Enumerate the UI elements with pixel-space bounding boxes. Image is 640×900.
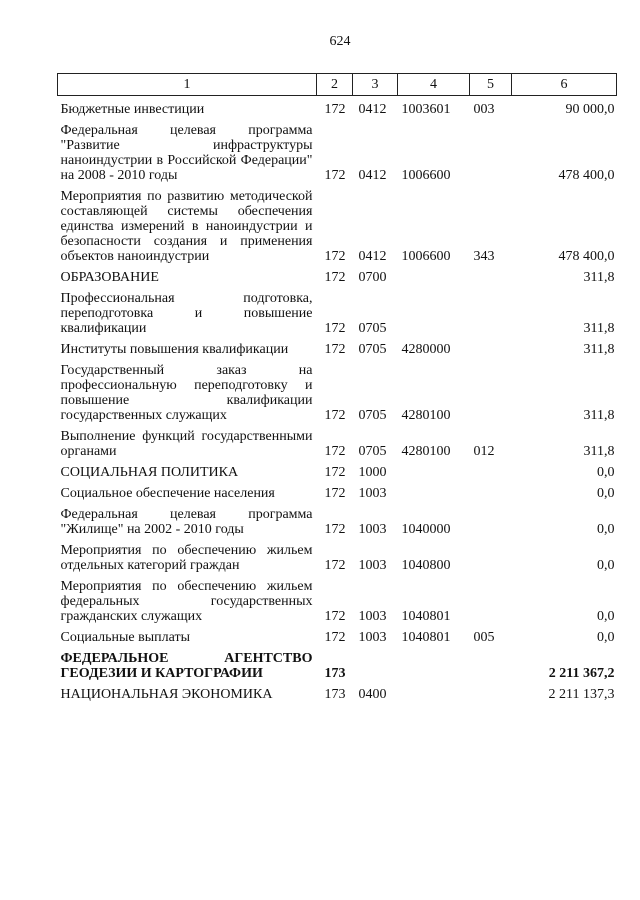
cell-ministry-code: 172 bbox=[324, 444, 346, 459]
cell-ministry-code: 173 bbox=[324, 666, 346, 681]
cell-ministry-code: 173 bbox=[324, 687, 346, 702]
cell-description: Социальное обеспечение населения bbox=[60, 486, 275, 501]
cell-ministry-code: 172 bbox=[324, 249, 346, 264]
cell-description: Социальные выплаты bbox=[60, 630, 191, 645]
cell-description: Мероприятия по развитию методической составляющей системы обеспечения единства измерений в наноиндустрии и безопасности создания и применения объектов наноиндустрии bbox=[60, 189, 313, 264]
table-row bbox=[58, 573, 617, 624]
cell-expense-type bbox=[470, 264, 512, 285]
cell-amount: 0,0 bbox=[597, 558, 615, 573]
cell-expense-type bbox=[470, 537, 512, 573]
cell-description: ФЕДЕРАЛЬНОЕ АГЕНТСТВО ГЕОДЕЗИИ И КАРТОГРАФИИ bbox=[60, 651, 313, 681]
cell-section-code bbox=[353, 645, 398, 681]
cell-amount: 90 000,0 bbox=[565, 102, 615, 117]
cell-ministry-code: 172 bbox=[324, 522, 346, 537]
table-row bbox=[58, 501, 617, 537]
cell-ministry-code: 172 bbox=[324, 168, 346, 183]
table-row bbox=[58, 423, 617, 459]
cell-ministry-code: 172 bbox=[324, 609, 346, 624]
cell-target-code bbox=[398, 681, 470, 702]
cell-description: Федеральная целевая программа "Развитие инфраструктуры наноиндустрии в Российской Федерации" на 2008 - 2010 годы bbox=[60, 123, 313, 183]
cell-target-code bbox=[398, 459, 470, 480]
cell-expense-type bbox=[470, 357, 512, 423]
cell-target-code: 1006600 bbox=[401, 249, 451, 264]
cell-target-code: 1040801 bbox=[401, 609, 451, 624]
cell-description: Федеральная целевая программа "Жилище" на 2002 - 2010 годы bbox=[60, 507, 313, 537]
cell-expense-type bbox=[470, 117, 512, 183]
cell-section-code: 0412 bbox=[358, 102, 387, 117]
cell-target-code bbox=[398, 645, 470, 681]
cell-expense-type bbox=[470, 459, 512, 480]
cell-ministry-code: 172 bbox=[324, 408, 346, 423]
cell-ministry-code: 172 bbox=[324, 486, 346, 501]
table-row bbox=[58, 336, 617, 357]
cell-description: Профессиональная подготовка, переподготовка и повышение квалификации bbox=[60, 291, 313, 336]
cell-section-code: 1003 bbox=[358, 609, 387, 624]
cell-section-code: 0412 bbox=[358, 249, 387, 264]
cell-expense-type bbox=[470, 480, 512, 501]
cell-amount: 311,8 bbox=[583, 270, 615, 285]
cell-amount: 311,8 bbox=[583, 408, 615, 423]
cell-ministry-code: 172 bbox=[324, 102, 346, 117]
cell-ministry-code: 172 bbox=[324, 465, 346, 480]
budget-table-container bbox=[57, 73, 616, 702]
table-row bbox=[58, 681, 617, 702]
cell-ministry-code: 172 bbox=[324, 270, 346, 285]
cell-section-code: 0705 bbox=[358, 342, 387, 357]
cell-section-code: 0400 bbox=[358, 687, 387, 702]
cell-ministry-code: 172 bbox=[324, 342, 346, 357]
cell-amount: 2 211 367,2 bbox=[548, 666, 615, 681]
cell-amount: 0,0 bbox=[597, 609, 615, 624]
header-col-1: 1 bbox=[58, 74, 317, 96]
cell-description: Мероприятия по обеспечению жильем отдельных категорий граждан bbox=[60, 543, 313, 573]
cell-target-code: 1040800 bbox=[401, 558, 451, 573]
header-row bbox=[58, 74, 617, 96]
cell-section-code: 0700 bbox=[358, 270, 387, 285]
cell-ministry-code: 172 bbox=[324, 558, 346, 573]
cell-amount: 478 400,0 bbox=[558, 249, 615, 264]
cell-amount: 311,8 bbox=[583, 321, 615, 336]
cell-section-code: 0705 bbox=[358, 321, 387, 336]
cell-expense-type bbox=[470, 501, 512, 537]
table-row bbox=[58, 357, 617, 423]
cell-target-code: 1003601 bbox=[401, 102, 451, 117]
cell-expense-type: 003 bbox=[473, 102, 495, 117]
table-row bbox=[58, 645, 617, 681]
cell-expense-type: 012 bbox=[473, 444, 495, 459]
table-row bbox=[58, 537, 617, 573]
cell-description: ОБРАЗОВАНИЕ bbox=[60, 270, 159, 285]
table-row bbox=[58, 480, 617, 501]
cell-expense-type bbox=[470, 336, 512, 357]
table-row bbox=[58, 264, 617, 285]
cell-section-code: 0705 bbox=[358, 444, 387, 459]
cell-amount: 311,8 bbox=[583, 444, 615, 459]
table-row bbox=[58, 459, 617, 480]
cell-section-code: 1003 bbox=[358, 630, 387, 645]
table-row bbox=[58, 624, 617, 645]
cell-description: СОЦИАЛЬНАЯ ПОЛИТИКА bbox=[60, 465, 239, 480]
cell-expense-type bbox=[470, 681, 512, 702]
cell-ministry-code: 172 bbox=[324, 321, 346, 336]
cell-target-code: 4280000 bbox=[401, 342, 451, 357]
cell-target-code: 1040000 bbox=[401, 522, 451, 537]
cell-expense-type bbox=[470, 285, 512, 336]
cell-amount: 0,0 bbox=[597, 465, 615, 480]
cell-section-code: 1000 bbox=[358, 465, 387, 480]
header-col-3: 3 bbox=[353, 74, 398, 96]
cell-description: Выполнение функций государственными органами bbox=[60, 429, 313, 459]
cell-section-code: 1003 bbox=[358, 486, 387, 501]
cell-target-code bbox=[398, 480, 470, 501]
table-body bbox=[58, 96, 617, 703]
cell-amount: 2 211 137,3 bbox=[548, 687, 615, 702]
cell-target-code: 1006600 bbox=[401, 168, 451, 183]
header-col-4: 4 bbox=[398, 74, 470, 96]
cell-section-code: 1003 bbox=[358, 558, 387, 573]
table-row bbox=[58, 285, 617, 336]
cell-description: Мероприятия по обеспечению жильем федеральных государственных гражданских служащих bbox=[60, 579, 313, 624]
cell-target-code bbox=[398, 264, 470, 285]
header-col-6: 6 bbox=[512, 74, 617, 96]
cell-expense-type: 005 bbox=[473, 630, 495, 645]
cell-amount: 311,8 bbox=[583, 342, 615, 357]
cell-expense-type bbox=[470, 645, 512, 681]
cell-target-code: 4280100 bbox=[401, 408, 451, 423]
cell-amount: 0,0 bbox=[597, 630, 615, 645]
cell-description: Институты повышения квалификации bbox=[60, 342, 289, 357]
cell-section-code: 0412 bbox=[358, 168, 387, 183]
cell-amount: 0,0 bbox=[597, 486, 615, 501]
cell-target-code: 4280100 bbox=[401, 444, 451, 459]
table-row bbox=[58, 183, 617, 264]
cell-target-code bbox=[398, 285, 470, 336]
header-col-5: 5 bbox=[470, 74, 512, 96]
cell-target-code: 1040801 bbox=[401, 630, 451, 645]
cell-description: НАЦИОНАЛЬНАЯ ЭКОНОМИКА bbox=[60, 687, 273, 702]
cell-section-code: 1003 bbox=[358, 522, 387, 537]
cell-amount: 0,0 bbox=[597, 522, 615, 537]
page-number: 624 bbox=[329, 34, 351, 49]
header-col-2: 2 bbox=[317, 74, 353, 96]
budget-table bbox=[57, 73, 617, 702]
table-row bbox=[58, 96, 617, 118]
cell-description: Бюджетные инвестиции bbox=[60, 102, 205, 117]
cell-amount: 478 400,0 bbox=[558, 168, 615, 183]
table-row bbox=[58, 117, 617, 183]
table-header bbox=[58, 74, 617, 96]
cell-ministry-code: 172 bbox=[324, 630, 346, 645]
cell-section-code: 0705 bbox=[358, 408, 387, 423]
cell-expense-type: 343 bbox=[473, 249, 495, 264]
cell-expense-type bbox=[470, 573, 512, 624]
cell-description: Государственный заказ на профессиональную переподготовку и повышение квалификации государственных служащих bbox=[60, 363, 313, 423]
